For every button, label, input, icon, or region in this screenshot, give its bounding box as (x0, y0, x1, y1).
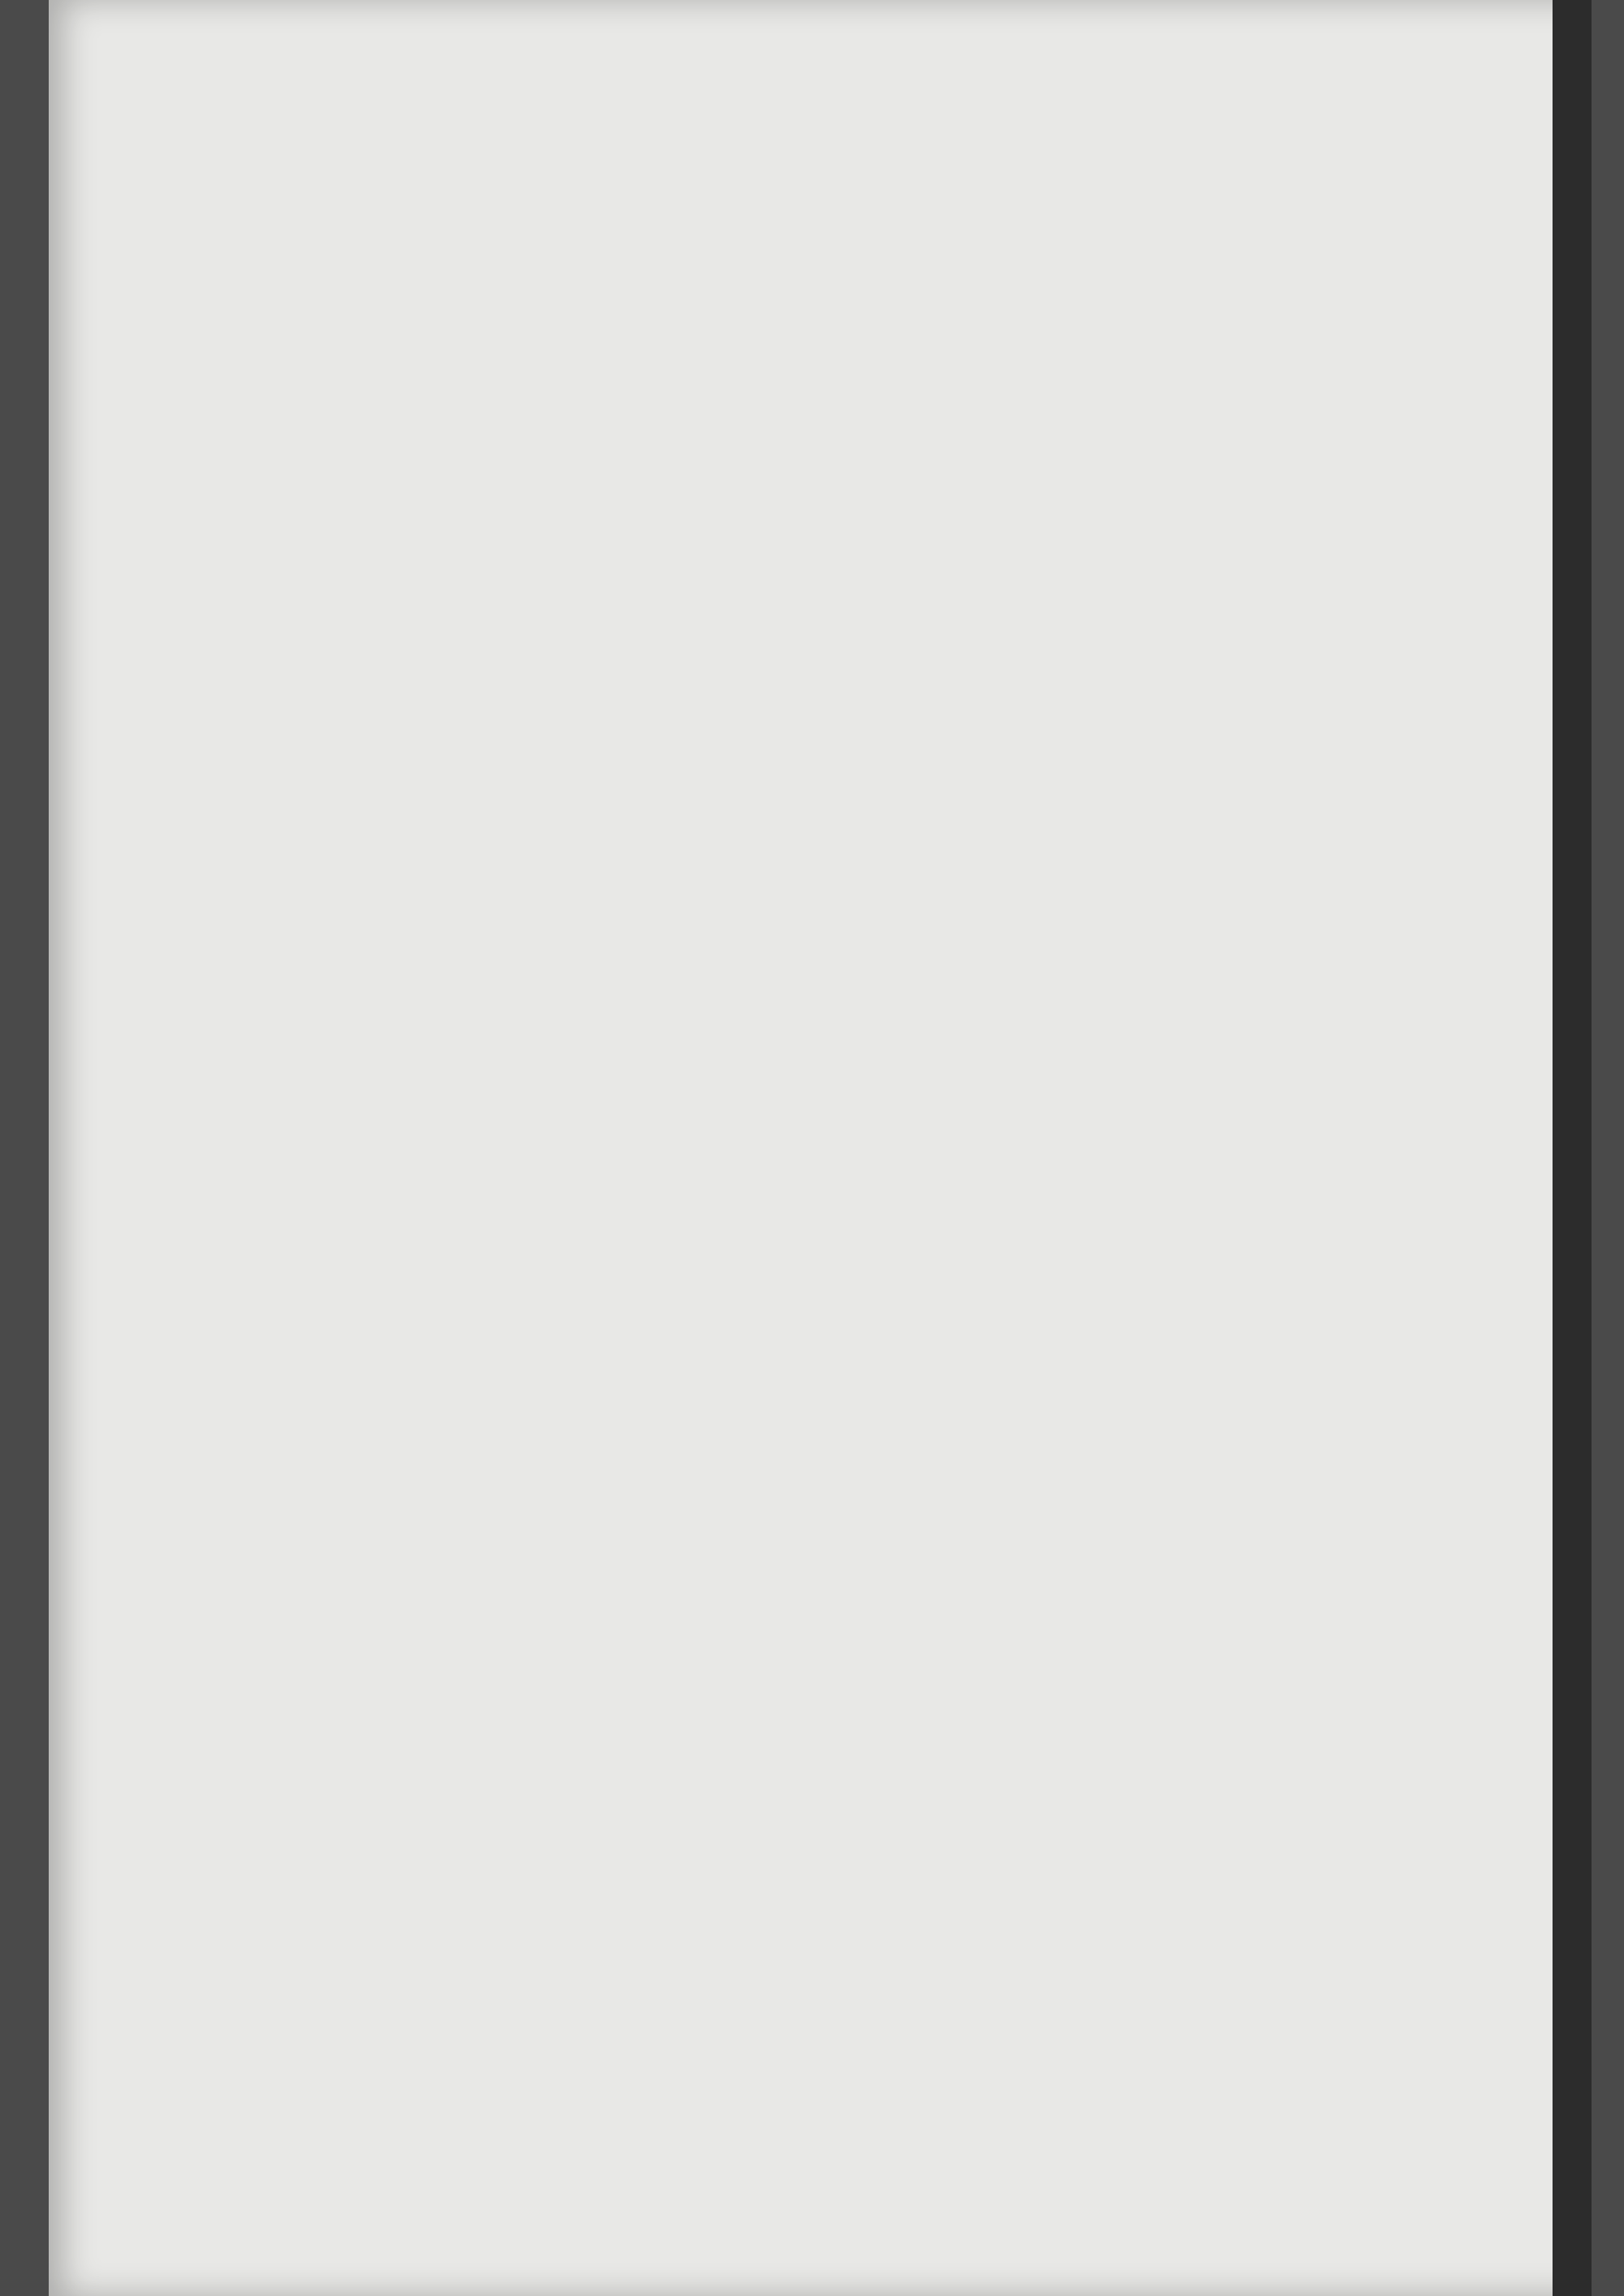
scanned-page (49, 0, 1592, 2296)
page-content (244, 47, 1592, 117)
running-header (244, 47, 1592, 84)
scan-right-edge (1553, 0, 1592, 2296)
